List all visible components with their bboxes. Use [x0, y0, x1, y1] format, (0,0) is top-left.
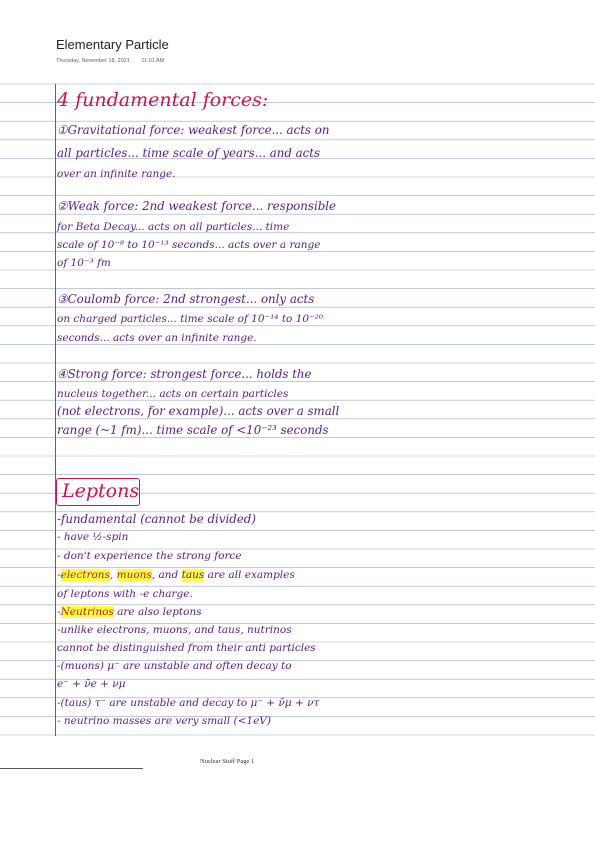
lepton-line: -unlike electrons, muons, and taus, nutrinos [57, 624, 292, 636]
force-line: range (~1 fm)... time scale of <10⁻²³ seconds [57, 423, 329, 437]
force-line: on charged particles... time scale of 10⁻¹⁴ to 10⁻²⁰ [57, 313, 324, 325]
lepton-line [57, 607, 202, 618]
force-line: of 10⁻³ fm [57, 257, 111, 269]
lepton-line: -(taus) τ⁻ are unstable and decay to μ⁻ + ν̄μ + ντ [57, 697, 320, 709]
force-line: ③Coulomb force: 2nd strongest... only acts [57, 292, 315, 306]
force-line: seconds... acts over an infinite range. [57, 332, 257, 344]
lepton-line: -fundamental (cannot be divided) [57, 512, 256, 526]
page-time: 11:01 AM [141, 58, 165, 64]
margin-line [55, 84, 56, 736]
rest-text: are all examples [204, 569, 295, 581]
page-footer: Nuclear Stuff Page 1 [200, 758, 255, 765]
dash: - [57, 569, 61, 581]
force-line: scale of 10⁻⁸ to 10⁻¹³ seconds... acts over a range [57, 239, 321, 251]
leptons-heading: Leptons [62, 480, 140, 502]
highlight-muons: muons [116, 569, 152, 581]
lepton-line: - have ½-spin [57, 531, 129, 543]
force-line: ④Strong force: strongest force... holds the [57, 367, 312, 381]
lepton-line: of leptons with -e charge. [57, 588, 193, 600]
force-line: (not electrons, for example)... acts over a small [57, 404, 340, 418]
page-date: Thursday, November 18, 2021 [56, 58, 130, 64]
dash: - [57, 606, 61, 618]
lepton-line: - neutrino masses are very small (<1eV) [57, 715, 271, 727]
force-line: ①Gravitational force: weakest force... acts on [57, 123, 330, 137]
lepton-line: -(muons) μ⁻ are unstable and often decay to [57, 660, 292, 672]
and-text: , and [151, 569, 182, 581]
force-line: all particles... time scale of years... and acts [57, 146, 321, 160]
forces-heading: 4 fundamental forces: [57, 89, 269, 111]
lepton-line: - don't experience the strong force [57, 550, 242, 562]
lepton-line [57, 570, 295, 581]
page-title: Elementary Particle [56, 37, 169, 52]
force-line: for Beta Decay... acts on all particles... time [57, 221, 290, 233]
lepton-line: e⁻ + ν̄e + νμ [57, 678, 126, 690]
force-line: nucleus together... acts on certain particles [57, 388, 289, 400]
highlight-electrons: electrons [60, 569, 110, 581]
highlight-neutrinos: Neutrinos [60, 606, 114, 618]
force-line: over an infinite range. [57, 168, 176, 180]
lepton-line: cannot be distinguished from their anti particles [57, 642, 316, 654]
footer-rule [0, 768, 143, 769]
rest-text: are also leptons [113, 606, 202, 618]
force-line: ②Weak force: 2nd weakest force... responsible [57, 199, 337, 213]
comma: , [109, 569, 117, 581]
highlight-taus: taus [181, 569, 205, 581]
